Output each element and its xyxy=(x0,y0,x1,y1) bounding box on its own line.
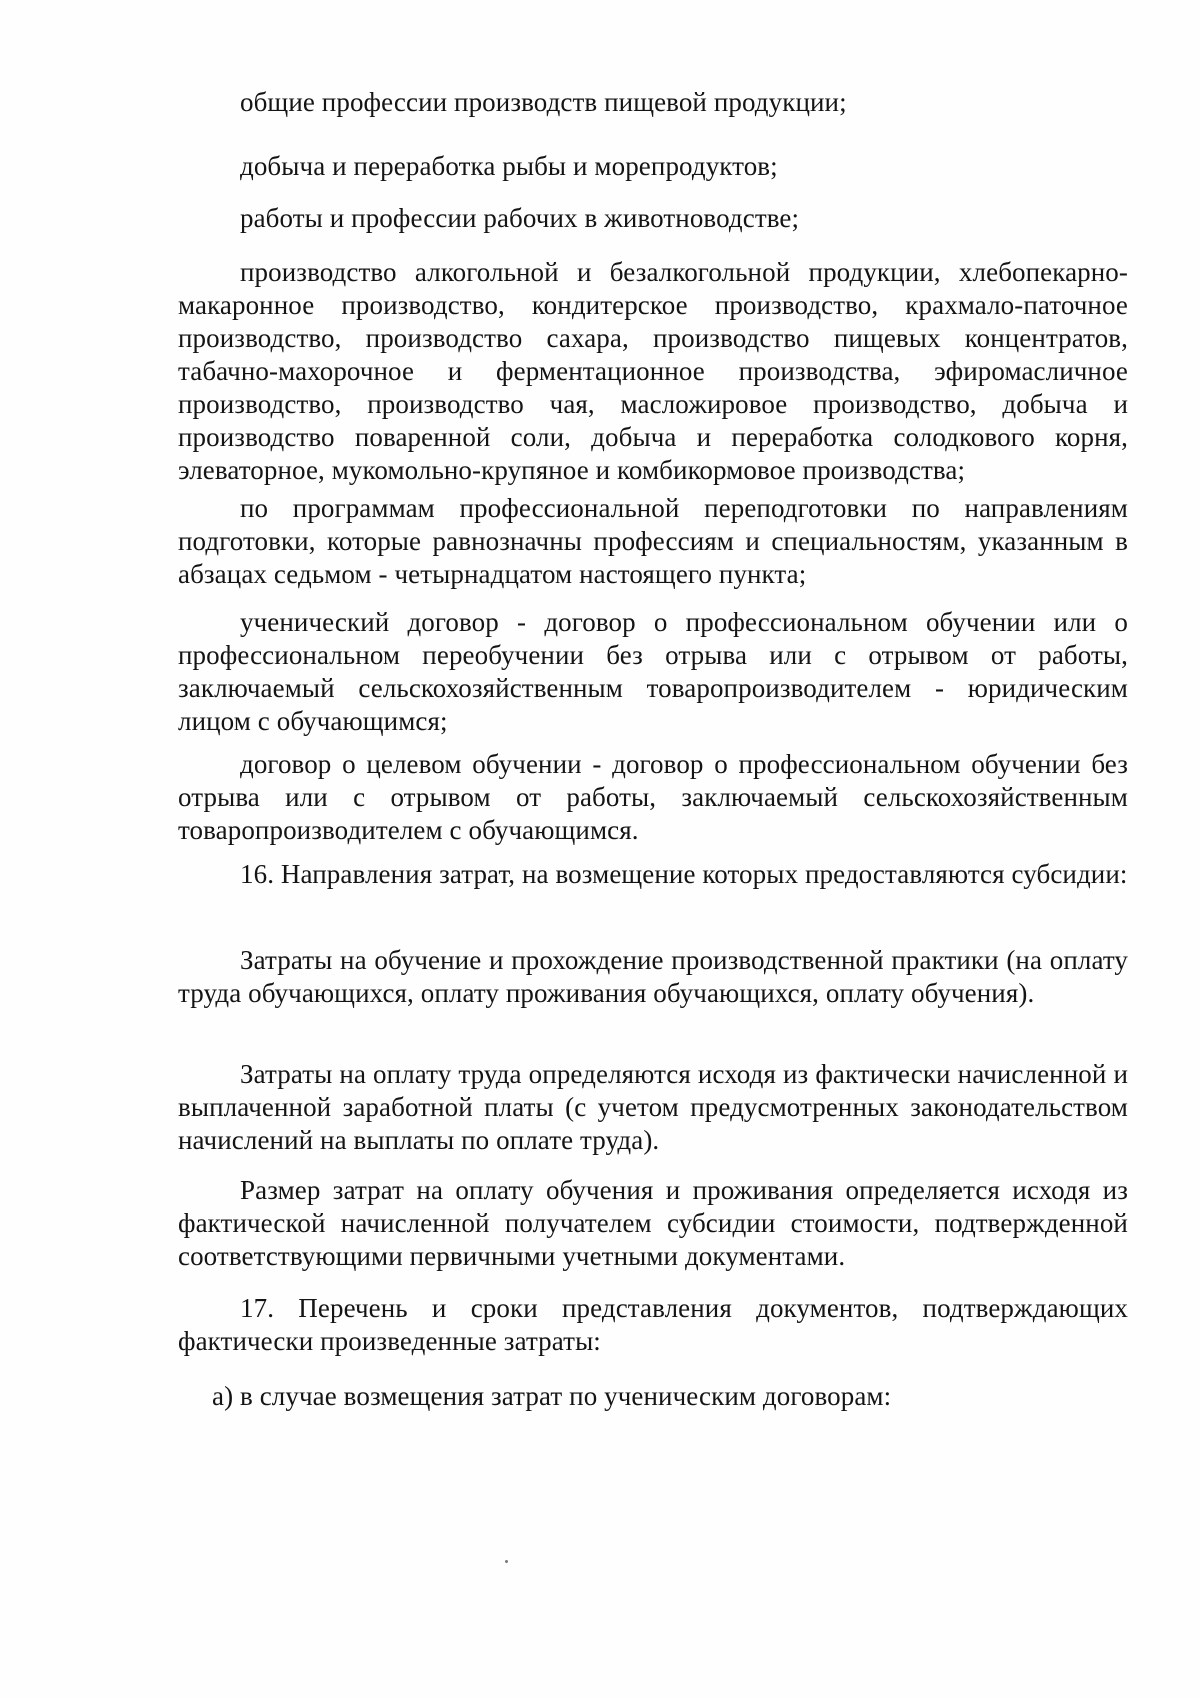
paragraph-livestock: работы и профессии рабочих в животноводстве; xyxy=(240,203,800,233)
paragraph-section-17: 17. Перечень и сроки представления документов, подтверждающих фактически произведенные затраты: xyxy=(178,1293,1128,1356)
paragraph-section-16: 16. Направления затрат, на возмещение которых предоставляются субсидии: xyxy=(240,859,1128,889)
paragraph-training-costs: Затраты на обучение и прохождение производственной практики (на оплату труда обучающихся, оплату проживания обучающихся, оплату обучения). xyxy=(178,945,1128,1008)
paragraph-alcohol-production: производство алкогольной и безалкогольной продукции, хлебопекарно-макаронное производство, кондитерское производство, крахмало-паточное производство, производство сахара, производство пищевых концентратов, табачно-махорочное и ферментационное производства, эфиромасличное производство, производство чая, масложировое производство, добыча и производство поваренной соли, добыча и переработка солодкового корня, элеваторное, мукомольно-крупяное и комбикормовое производства; xyxy=(178,257,1128,485)
paragraph-subitem-a: а) в случае возмещения затрат по ученическим договорам: xyxy=(212,1381,892,1411)
scan-speck xyxy=(505,1560,508,1563)
paragraph-labor-costs: Затраты на оплату труда определяются исходя из фактически начисленной и выплаченной заработной платы (с учетом предусмотренных законодательством начислений на выплаты по оплате труда). xyxy=(178,1059,1128,1155)
paragraph-food-production-professions: общие профессии производств пищевой продукции; xyxy=(240,87,847,117)
paragraph-fish-seafood: добыча и переработка рыбы и морепродуктов; xyxy=(240,151,778,181)
paragraph-targeted-training-contract: договор о целевом обучении - договор о профессиональном обучении без отрыва или с отрывом от работы, заключаемый сельскохозяйственным товаропроизводителем с обучающимся. xyxy=(178,749,1128,845)
paragraph-retraining-programs: по программам профессиональной переподготовки по направлениям подготовки, которые равнозначны профессиям и специальностям, указанным в абзацах седьмом - четырнадцатом настоящего пункта; xyxy=(178,493,1128,589)
paragraph-training-accommodation-costs: Размер затрат на оплату обучения и проживания определяется исходя из фактической начисленной получателем субсидии стоимости, подтвержденной соответствующими первичными учетными документами. xyxy=(178,1175,1128,1271)
paragraph-apprenticeship-contract: ученический договор - договор о профессиональном обучении или о профессиональном переобучении без отрыва или с отрывом от работы, заключаемый сельскохозяйственным товаропроизводителем - юридическим лицом с обучающимся; xyxy=(178,607,1128,736)
